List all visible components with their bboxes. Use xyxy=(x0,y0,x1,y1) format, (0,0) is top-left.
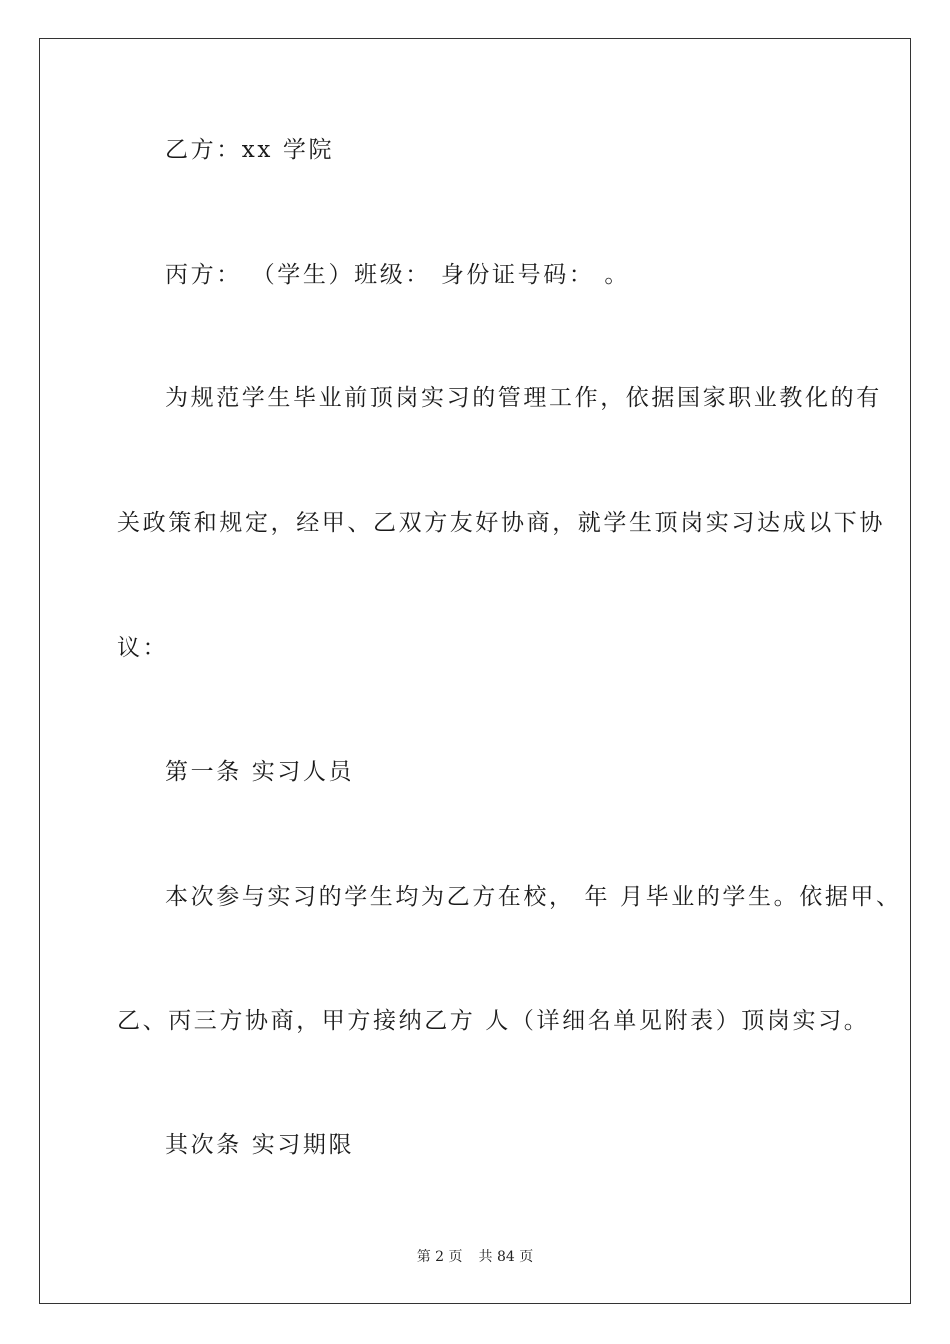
paragraph-intro-line-2: 关政策和规定，经甲、乙双方友好协商，就学生顶岗实习达成以下协 xyxy=(117,510,885,536)
article-1-heading: 第一条 实习人员 xyxy=(165,759,355,785)
party-c-line: 丙方： （学生）班级： 身份证号码： 。 xyxy=(165,262,630,288)
article-1-line-1: 本次参与实习的学生均为乙方在校， 年 月毕业的学生。依据甲、 xyxy=(165,884,902,910)
page-border xyxy=(39,38,911,1304)
article-1-line-2: 乙、丙三方协商，甲方接纳乙方 人（详细名单见附表）顶岗实习。 xyxy=(117,1008,870,1034)
page-footer xyxy=(0,1247,950,1267)
page-number: 第 2 页 xyxy=(416,1249,463,1265)
paragraph-intro-line-3: 议： xyxy=(117,635,169,661)
paragraph-intro-line-1: 为规范学生毕业前顶岗实习的管理工作，依据国家职业教化的有 xyxy=(165,385,882,411)
page-total: 共 84 页 xyxy=(478,1249,534,1265)
article-2-heading: 其次条 实习期限 xyxy=(165,1132,355,1158)
party-b-line: 乙方：xx 学院 xyxy=(165,137,335,163)
